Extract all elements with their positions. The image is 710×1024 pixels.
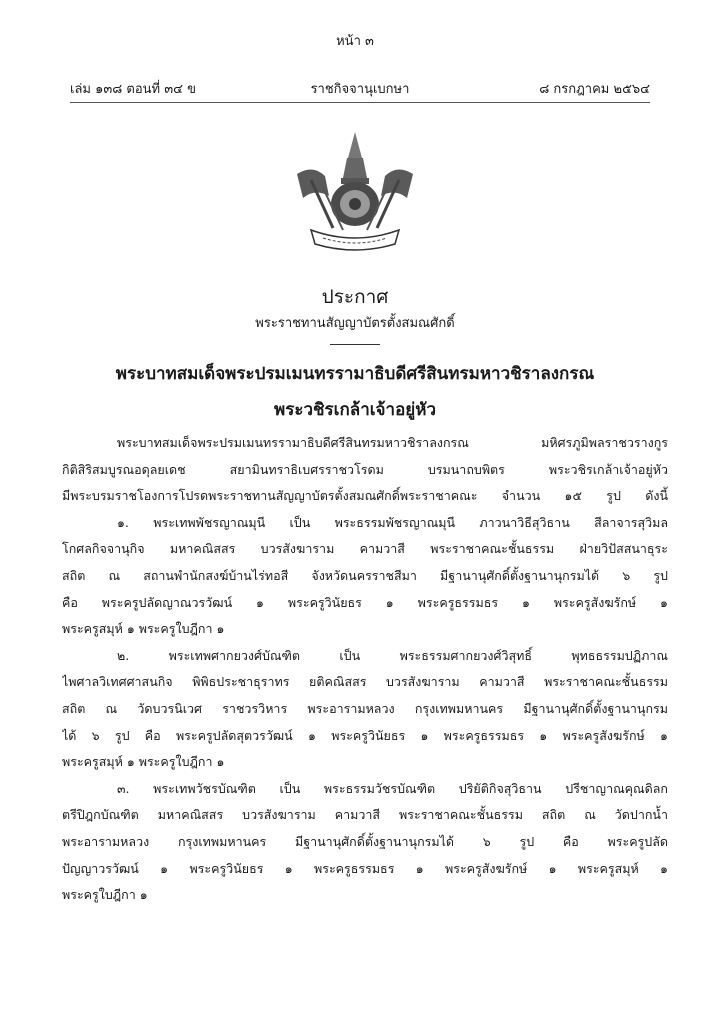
body-line: กิติสิริสมบูรณอดุลยเดช สยามินทราธิเบศรราชวโรดม บรมนาถบพิตร พระวชิรเกล้าเจ้าอยู่หัว bbox=[62, 461, 668, 477]
body-line: ตรีปิฎกบัณฑิต มหาคณิสสร บวรสังฆาราม คามวาสี พระราชาคณะชั้นธรรม สถิต ณ วัดปากน้ำ bbox=[62, 807, 668, 823]
gazette-name: ราชกิจจานุเบกษา bbox=[310, 82, 410, 97]
royal-name-line-2: พระวชิรเกล้าเจ้าอยู่หัว bbox=[274, 400, 436, 420]
body-line: ได้ ๖ รูป คือ พระครูปลัดสุตวรวัฒน์ ๑ พระครูวินัยธร ๑ พระครูธรรมธร ๑ พระครูสังฆรักษ์ ๑ bbox=[62, 727, 668, 743]
body-line: สถิต ณ วัดบวรนิเวศ ราชวรวิหาร พระอารามหลวง กรุงเทพมหานคร มีฐานานุศักดิ์ตั้งฐานานุกรม bbox=[62, 700, 668, 716]
page-number: หน้า ๓ bbox=[336, 34, 374, 49]
body-line: ๓. พระเทพวัชรบัณฑิต เป็น พระธรรมวัชรบัณฑิต ปริยัติกิจสุวิธาน ปรีชาญาณคุณดิลก bbox=[117, 780, 668, 796]
proclamation-body bbox=[62, 430, 668, 909]
document-title: ประกาศ bbox=[321, 286, 389, 308]
body-line: ไพศาลวิเทศศาสนกิจ พิพิธประชาธุราทร ยติคณิสสร บวรสังฆาราม คามวาสี พระราชาคณะชั้นธรรม bbox=[62, 674, 668, 690]
body-line: พระอารามหลวง กรุงเทพมหานคร มีฐานานุศักดิ์ตั้งฐานานุกรมได้ ๖ รูป คือ พระครูปลัด bbox=[62, 833, 668, 849]
body-line: โกศลกิจจานุกิจ มหาคณิสสร บวรสังฆาราม คามวาสี พระราชาคณะชั้นธรรม ฝ่ายวิปัสสนาธุระ bbox=[62, 541, 668, 557]
publication-date: ๘ กรกฎาคม ๒๕๖๔ bbox=[539, 82, 650, 97]
body-line: ๑. พระเทพพัชรญาณมุนี เป็น พระธรรมพัชรญาณมุนี ภาวนาวิธีสุวิธาน สีลาจารสุวิมล bbox=[117, 514, 668, 530]
body-line: คือ พระครูปลัดญาณวรวัฒน์ ๑ พระครูวินัยธร ๑ พระครูธรรมธร ๑ พระครูสังฆรักษ์ ๑ bbox=[62, 594, 668, 610]
body-line: พระครูใบฎีกา ๑ bbox=[62, 887, 148, 903]
body-line: พระครูสมุห์ ๑ พระครูใบฎีกา ๑ bbox=[62, 621, 225, 637]
body-line: ๒. พระเทพศากยวงศ์บัณฑิต เป็น พระธรรมศากยวงศ์วิสุทธิ์ พุทธธรรมปฏิภาณ bbox=[117, 647, 668, 663]
gazette-header bbox=[70, 78, 650, 100]
royal-emblem-icon bbox=[285, 130, 425, 255]
document-subtitle: พระราชทานสัญญาบัตรตั้งสมณศักดิ์ bbox=[255, 316, 455, 331]
volume-issue: เล่ม ๑๓๘ ตอนที่ ๓๔ ข bbox=[70, 82, 196, 97]
body-line: ปัญญาวรวัฒน์ ๑ พระครูวินัยธร ๑ พระครูธรรมธร ๑ พระครูสังฆรักษ์ ๑ พระครูสมุห์ ๑ bbox=[62, 860, 668, 876]
title-divider bbox=[330, 344, 380, 345]
body-line: สถิต ณ สถานพำนักสงฆ์บ้านไร่ทอสี จังหวัดนครราชสีมา มีฐานานุศักดิ์ตั้งฐานานุกรมได้ ๖ รูป bbox=[62, 567, 668, 583]
body-line: มีพระบรมราชโองการโปรดพระราชทานสัญญาบัตรตั้งสมณศักดิ์พระราชาคณะ จำนวน ๑๕ รูป ดังนี้ bbox=[62, 488, 668, 504]
header-divider bbox=[70, 102, 650, 103]
royal-name-line-1: พระบาทสมเด็จพระปรมเมนทรรามาธิบดีศรีสินทรมหาวชิราลงกรณ bbox=[115, 364, 595, 384]
body-line: พระครูสมุห์ ๑ พระครูใบฎีกา ๑ bbox=[62, 754, 225, 770]
body-line: พระบาทสมเด็จพระปรมเมนทรรามาธิบดีศรีสินทรมหาวชิราลงกรณ มหิศรภูมิพลราชวรางกูร bbox=[117, 435, 668, 450]
